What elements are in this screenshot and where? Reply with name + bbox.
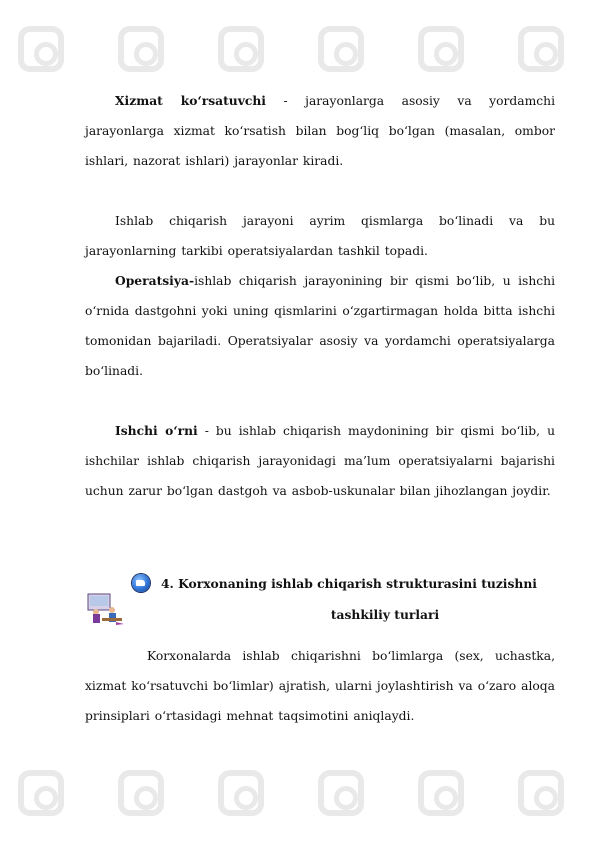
term-operatsiya: Operatsiya-: [115, 273, 195, 288]
paragraph-xizmat-text: - jarayonlarga asosiy va yordamchi jarayonlarga xizmat ko‘rsatish bilan bog‘liq bo‘lgan (masalan, ombor ishlari, nazorat ishlari) jarayonlar kiradi.: [85, 94, 556, 168]
paragraph-operatsiya-text: ishlab chiqarish jarayonining bir qismi bo‘lib, u ishchi o‘rnida dastgohni yoki uning qismlarini o‘zgartirmagan holda bitta ishchi tomonidan bajariladi. Operatsiyalar asosiy va yordamchi operatsiyalarga bo‘linadi.: [85, 274, 555, 378]
paragraph-korxonalarda-text: Korxonalarda ishlab chiqarishni bo‘limlarga (sex, uchastka, xizmat ko‘rsatuvchi bo‘limlar) ajratish, ularni joylashtirish va o‘zaro aloqa prinsiplari o‘rtasidagi mehnat taqsimotini aniqlaydi.: [85, 649, 555, 723]
paragraph-operatsiya: [85, 266, 555, 386]
paragraph-ishchi-orni-text: - bu ishlab chiqarish maydonining bir qismi bo‘lib, u ishchilar ishlab chiqarish jarayonidagi ma’lum operatsiyalarni bajarishi uchun zarur bo‘lgan dastgoh va asbob-uskunalar bilan jihozlangan joydir.: [85, 424, 555, 498]
watermark-logo-icon: [118, 770, 164, 816]
watermark-logo-icon: [18, 26, 64, 72]
watermark-logo-icon: [318, 770, 364, 816]
watermark-logo-icon: [418, 770, 464, 816]
section-heading-line1: 4. Korxonaning ishlab chiqarish strukturasini tuzishni: [161, 576, 537, 591]
watermark-logo-icon: [318, 26, 364, 72]
paragraph-xizmat: [85, 86, 555, 176]
paragraph-ishlab: [85, 206, 555, 266]
watermark-logo-icon: [218, 770, 264, 816]
watermark-logo-icon: [18, 770, 64, 816]
watermark-logo-icon: [518, 26, 564, 72]
term-xizmat: Xizmat ko‘rsatuvchi: [115, 93, 266, 108]
watermark-logo-icon: [218, 26, 264, 72]
term-ishchi-orni: Ishchi o‘rni: [115, 423, 198, 438]
watermark-logo-icon: [118, 26, 164, 72]
watermark-logo-icon: [518, 770, 564, 816]
paragraph-ishlab-text: Ishlab chiqarish jarayoni ayrim qismlarga bo‘linadi va bu jarayonlarning tarkibi operatsiyalardan tashkil topadi.: [85, 214, 555, 258]
paragraph-ishchi-orni: [85, 416, 555, 506]
watermark-logo-icon: [418, 26, 464, 72]
section-heading-line2: tashkiliy turlari: [330, 607, 440, 622]
section-heading: [85, 568, 555, 630]
paragraph-korxonalarda: [85, 641, 555, 731]
